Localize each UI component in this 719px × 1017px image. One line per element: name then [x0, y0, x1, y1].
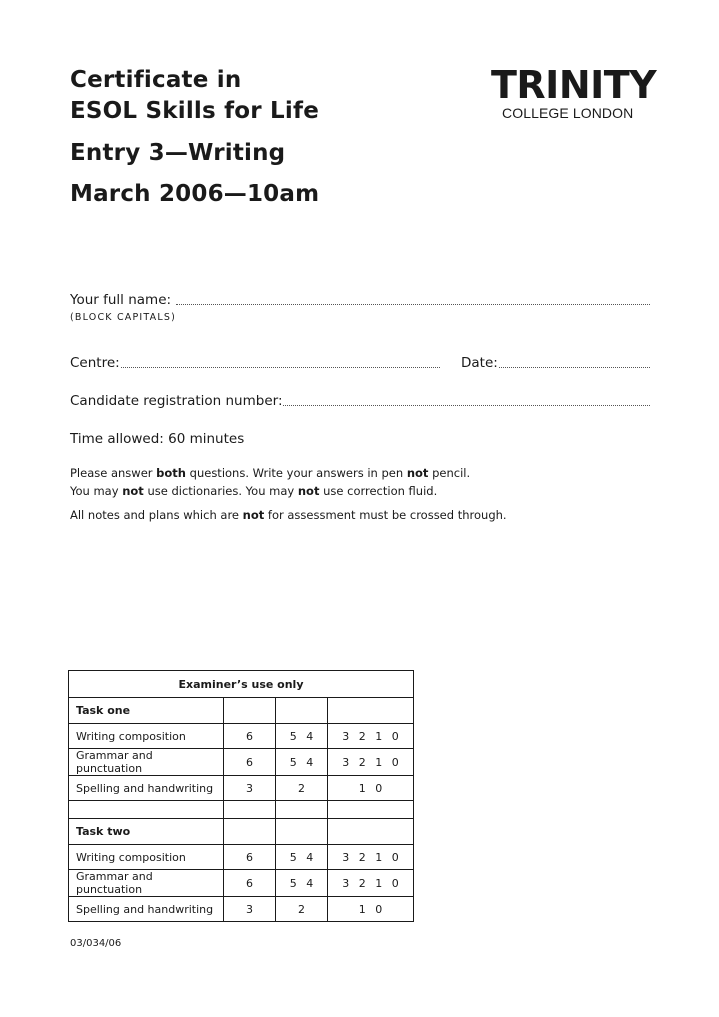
- score-cell[interactable]: 6: [224, 749, 276, 776]
- spacer-row: [69, 801, 414, 819]
- table-row: Writing composition 6 5 4 3 2 1 0: [69, 724, 414, 749]
- task-two-label: Task two: [69, 819, 224, 845]
- name-hint: (BLOCK CAPITALS): [70, 312, 176, 323]
- score-cell[interactable]: 5 4: [276, 845, 328, 870]
- score-cell[interactable]: 6: [224, 724, 276, 749]
- registration-label: Candidate registration number:: [70, 393, 283, 409]
- name-field[interactable]: [176, 304, 650, 305]
- score-cell[interactable]: 1 0: [328, 897, 414, 922]
- title-line-2: ESOL Skills for Life: [70, 98, 320, 124]
- instruction-line-3: All notes and plans which are not for assessment must be crossed through.: [70, 508, 507, 522]
- score-cell[interactable]: 2: [276, 776, 328, 801]
- exam-level: Entry 3—Writing: [70, 140, 286, 166]
- instruction-line-2: You may not use dictionaries. You may not use correction fluid.: [70, 484, 438, 498]
- document-code: 03/034/06: [70, 938, 122, 949]
- score-cell[interactable]: 3 2 1 0: [328, 845, 414, 870]
- score-cell[interactable]: 1 0: [328, 776, 414, 801]
- score-cell[interactable]: 3: [224, 897, 276, 922]
- date-label: Date:: [461, 355, 498, 371]
- table-row: Spelling and handwriting 3 2 1 0: [69, 776, 414, 801]
- score-cell[interactable]: 3 2 1 0: [328, 724, 414, 749]
- table-row: Spelling and handwriting 3 2 1 0: [69, 897, 414, 922]
- score-cell[interactable]: 6: [224, 870, 276, 897]
- score-cell[interactable]: 5 4: [276, 749, 328, 776]
- score-cell[interactable]: 3 2 1 0: [328, 870, 414, 897]
- time-allowed: [70, 430, 244, 448]
- logo-subtitle: COLLEGE LONDON: [502, 105, 634, 121]
- score-cell[interactable]: 6: [224, 845, 276, 870]
- trinity-logo: [491, 63, 667, 121]
- time-value: 60 minutes: [168, 431, 245, 447]
- score-cell[interactable]: 5 4: [276, 870, 328, 897]
- table-row: Grammar and punctuation 6 5 4 3 2 1 0: [69, 870, 414, 897]
- score-cell[interactable]: 3: [224, 776, 276, 801]
- exam-session: March 2006—10am: [70, 181, 320, 207]
- title-line-1: Certificate in: [70, 67, 242, 93]
- examiner-heading: Examiner’s use only: [69, 671, 414, 698]
- name-label: Your full name:: [70, 292, 172, 308]
- table-row: Grammar and punctuation 6 5 4 3 2 1 0: [69, 749, 414, 776]
- date-field[interactable]: [499, 367, 650, 368]
- centre-field[interactable]: [121, 367, 440, 368]
- table-row: Writing composition 6 5 4 3 2 1 0: [69, 845, 414, 870]
- score-cell[interactable]: 3 2 1 0: [328, 749, 414, 776]
- score-cell[interactable]: 2: [276, 897, 328, 922]
- task-one-label: Task one: [69, 698, 224, 724]
- registration-field[interactable]: [283, 405, 650, 406]
- centre-label: Centre:: [70, 355, 120, 371]
- score-cell[interactable]: 5 4: [276, 724, 328, 749]
- examiner-table: [68, 670, 414, 922]
- time-label: Time allowed:: [70, 431, 164, 447]
- instruction-line-1: Please answer both questions. Write your answers in pen not pencil.: [70, 466, 471, 480]
- logo-name: TRINITY: [491, 63, 657, 107]
